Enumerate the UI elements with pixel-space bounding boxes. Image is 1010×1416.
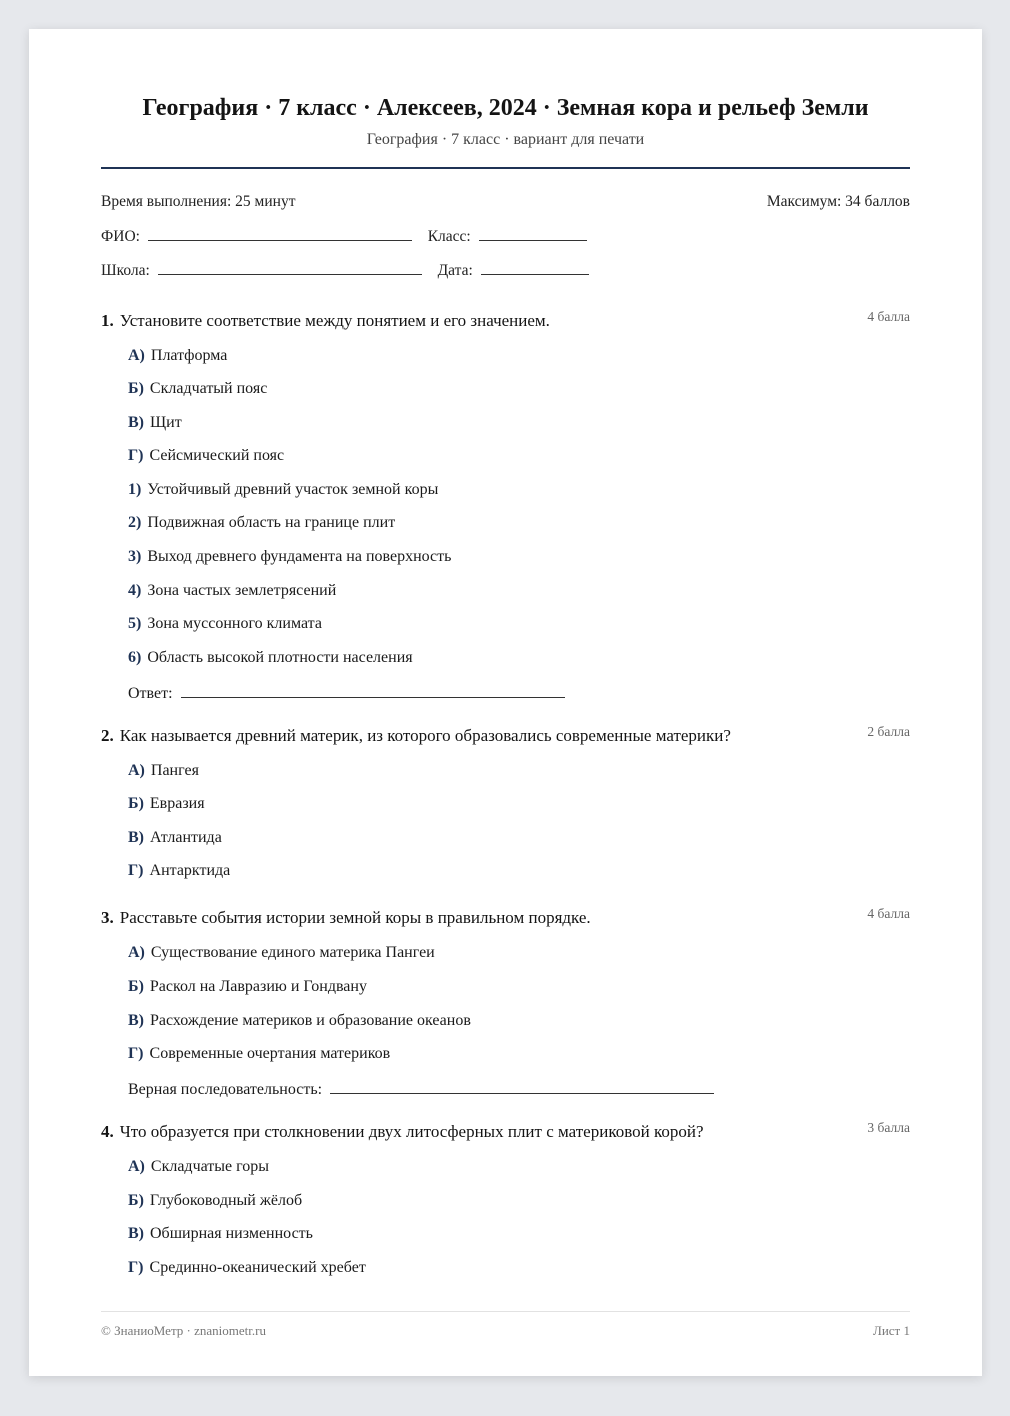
option-text: Евразия — [149, 795, 205, 812]
question-points: 4 балла — [867, 309, 910, 324]
footer-divider — [101, 1311, 910, 1312]
option-item[interactable] — [128, 1192, 302, 1210]
question-3 — [101, 906, 910, 1098]
option-text: Подвижная область на границе плит — [147, 514, 396, 531]
option-letter: Б) — [128, 978, 144, 995]
answer-label: Верная последовательность: — [128, 1081, 323, 1098]
worksheet-page — [29, 29, 982, 1376]
option-item[interactable] — [128, 447, 284, 465]
option-text: Глубоководный жёлоб — [149, 1192, 303, 1209]
answer-row — [128, 1079, 714, 1099]
option-letter: 3) — [128, 548, 142, 565]
page-subtitle: География · 7 класс · вариант для печати — [366, 131, 645, 148]
option-item[interactable] — [128, 795, 205, 813]
question-text: Что образуется при столкновении двух литосферных плит с материковой корой? — [119, 1122, 704, 1141]
option-letter: Г) — [128, 447, 144, 464]
option-letter: В) — [128, 1225, 144, 1242]
school-label: Школа: — [101, 262, 150, 279]
meta-name-row — [101, 226, 910, 246]
option-text: Складчатый пояс — [149, 380, 268, 397]
option-item[interactable] — [128, 514, 395, 532]
option-text: Устойчивый древний участок земной коры — [147, 481, 439, 498]
question-number: 1. — [101, 311, 114, 330]
option-letter: А) — [128, 1158, 145, 1175]
option-text: Сейсмический пояс — [149, 447, 285, 464]
question-text: Расставьте события истории земной коры в правильном порядке. — [119, 908, 591, 927]
option-item[interactable] — [128, 347, 227, 365]
option-item[interactable] — [128, 649, 413, 667]
option-item[interactable] — [128, 548, 451, 566]
option-text: Область высокой плотности населения — [147, 649, 413, 666]
option-text: Антарктида — [149, 862, 231, 879]
option-text: Обширная низменность — [150, 1225, 313, 1242]
option-item[interactable] — [128, 762, 199, 780]
footer-copyright: © ЗнаниоМетр · znaniometr.ru — [101, 1323, 266, 1338]
option-letter: Б) — [128, 795, 144, 812]
question-points: 2 балла — [867, 724, 910, 739]
question-4 — [101, 1120, 910, 1276]
option-letter: Б) — [128, 1192, 144, 1209]
option-text: Щит — [150, 414, 182, 431]
option-text: Существование единого материка Пангеи — [150, 944, 435, 961]
option-letter: Г) — [128, 1045, 144, 1062]
max-score-label: Максимум: 34 баллов — [766, 193, 910, 210]
option-item[interactable] — [128, 1225, 313, 1243]
option-item[interactable] — [128, 944, 435, 962]
option-text: Атлантида — [150, 829, 222, 846]
meta-time-row — [101, 193, 910, 211]
answer-label: Ответ: — [128, 685, 173, 702]
question-2 — [101, 724, 910, 879]
option-item[interactable] — [128, 1045, 390, 1063]
question-header — [101, 311, 910, 331]
option-item[interactable] — [128, 1259, 366, 1277]
option-letter: В) — [128, 414, 144, 431]
option-item[interactable] — [128, 582, 336, 600]
option-item[interactable] — [128, 862, 230, 880]
question-header — [101, 726, 910, 746]
question-number: 4. — [101, 1122, 114, 1141]
option-item[interactable] — [128, 1012, 471, 1030]
footer-page-number: Лист 1 — [873, 1323, 910, 1338]
option-text: Выход древнего фундамента на поверхность — [147, 548, 452, 565]
option-letter: 1) — [128, 481, 142, 498]
option-text: Современные очертания материков — [149, 1045, 391, 1062]
question-number: 2. — [101, 726, 114, 745]
class-label: Класс: — [427, 228, 471, 245]
answer-field[interactable] — [181, 683, 565, 698]
date-label: Дата: — [437, 262, 473, 279]
option-letter: 5) — [128, 615, 142, 632]
option-letter: А) — [128, 347, 145, 364]
time-label: Время выполнения: 25 минут — [101, 193, 296, 210]
meta-school-row — [101, 260, 910, 280]
option-text: Зона муссонного климата — [147, 615, 322, 632]
school-field[interactable] — [158, 260, 422, 275]
date-field[interactable] — [481, 260, 589, 275]
header-divider — [101, 167, 910, 169]
question-points: 3 балла — [867, 1120, 910, 1135]
option-text: Складчатые горы — [150, 1158, 270, 1175]
option-letter: А) — [128, 944, 145, 961]
option-text: Раскол на Лавразию и Гондвану — [149, 978, 367, 995]
option-item[interactable] — [128, 414, 182, 432]
name-label: ФИО: — [101, 228, 140, 245]
option-text: Расхождение материков и образование океанов — [150, 1012, 471, 1029]
option-item[interactable] — [128, 829, 222, 847]
answer-row — [128, 683, 565, 703]
option-letter: Г) — [128, 862, 144, 879]
option-item[interactable] — [128, 1158, 269, 1176]
option-letter: В) — [128, 829, 144, 846]
option-letter: В) — [128, 1012, 144, 1029]
option-text: Пангея — [150, 762, 199, 779]
question-header — [101, 1122, 910, 1142]
option-item[interactable] — [128, 615, 322, 633]
option-letter: Г) — [128, 1259, 144, 1276]
option-item[interactable] — [128, 978, 367, 996]
question-text: Установите соответствие между понятием и его значением. — [119, 311, 550, 330]
option-letter: 6) — [128, 649, 142, 666]
option-text: Срединно-океанический хребет — [149, 1259, 366, 1276]
class-field[interactable] — [479, 226, 587, 241]
option-item[interactable] — [128, 380, 267, 398]
question-1 — [101, 309, 910, 702]
option-letter: 2) — [128, 514, 142, 531]
option-text: Зона частых землетрясений — [147, 582, 337, 599]
option-letter: А) — [128, 762, 145, 779]
option-letter: Б) — [128, 380, 144, 397]
option-letter: 4) — [128, 582, 142, 599]
name-field[interactable] — [148, 226, 412, 241]
question-number: 3. — [101, 908, 114, 927]
worksheet-content — [101, 29, 910, 1376]
page-title: География · 7 класс · Алексеев, 2024 · Земная кора и рельеф Земли — [142, 95, 869, 121]
option-text: Платформа — [150, 347, 228, 364]
option-item[interactable] — [128, 481, 438, 499]
question-header — [101, 908, 910, 928]
question-points: 4 балла — [867, 906, 910, 921]
answer-field[interactable] — [330, 1079, 714, 1094]
question-text: Как называется древний материк, из которого образовались современные материки? — [119, 726, 731, 745]
